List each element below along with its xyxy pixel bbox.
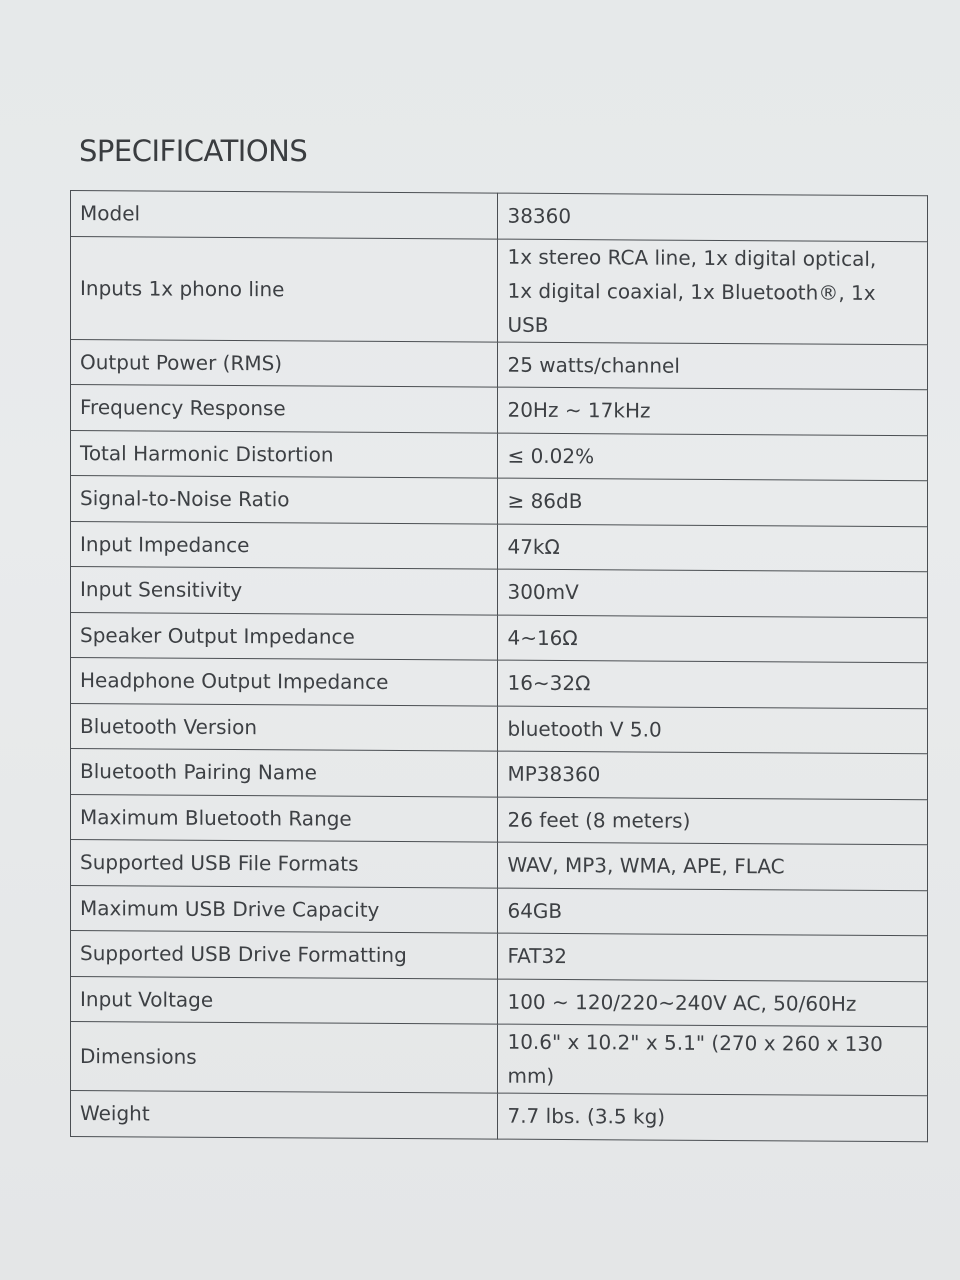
- spec-label-weight: Weight: [71, 1091, 498, 1139]
- spec-value-bluetooth-range: 26 feet (8 meters): [498, 797, 928, 845]
- table-row: [71, 385, 928, 436]
- table-row: [71, 339, 928, 390]
- table-row: [71, 612, 928, 663]
- spec-value-weight: 7.7 lbs. (3.5 kg): [498, 1093, 928, 1141]
- table-row: [71, 521, 928, 572]
- spec-value-inputs: [498, 239, 928, 345]
- spec-value-pairing-name: MP38360: [498, 751, 928, 799]
- spec-value-dimensions: 10.6" x 10.2" x 5.1" (270 x 260 x 130 mm): [498, 1024, 928, 1096]
- spec-label-pairing-name: Bluetooth Pairing Name: [71, 749, 498, 797]
- table-row: [71, 703, 928, 754]
- spec-label-snr: Signal-to-Noise Ratio: [71, 476, 498, 524]
- spec-label-dimensions: Dimensions: [71, 1022, 498, 1094]
- spec-value-headphone-impedance: 16~32Ω: [498, 660, 928, 708]
- table-row: [71, 567, 928, 618]
- spec-label-inputs: Inputs 1x phono line: [71, 236, 498, 342]
- spec-label-headphone-impedance: Headphone Output Impedance: [71, 658, 498, 706]
- spec-label-thd: Total Harmonic Distortion: [71, 430, 498, 478]
- table-row: [71, 430, 928, 481]
- spec-value-inputs-line-1: 1x stereo RCA line, 1x digital optical,: [507, 244, 877, 271]
- spec-label-usb-capacity: Maximum USB Drive Capacity: [71, 885, 498, 933]
- table-row: [71, 885, 928, 936]
- spec-value-usb-capacity: 64GB: [498, 888, 928, 936]
- table-row: [71, 1022, 928, 1096]
- spec-label-output-power: Output Power (RMS): [71, 339, 498, 387]
- spec-value-usb-formats: WAV, MP3, WMA, APE, FLAC: [498, 842, 928, 890]
- spec-label-bluetooth-range: Maximum Bluetooth Range: [71, 794, 498, 842]
- table-row: [71, 794, 928, 845]
- spec-value-input-voltage: 100 ~ 120/220~240V AC, 50/60Hz: [498, 979, 928, 1027]
- spec-label-usb-formats: Supported USB File Formats: [71, 840, 498, 888]
- table-row: [71, 476, 928, 527]
- table-row: [71, 1091, 928, 1142]
- spec-label-input-sensitivity: Input Sensitivity: [71, 567, 498, 615]
- spec-label-input-voltage: Input Voltage: [71, 976, 498, 1024]
- page-title: SPECIFICATIONS: [79, 134, 308, 168]
- spec-value-usb-formatting: FAT32: [498, 933, 928, 981]
- spec-label-model: Model: [71, 191, 498, 239]
- spec-label-frequency-response: Frequency Response: [71, 385, 498, 433]
- table-row: [71, 840, 928, 891]
- spec-label-bluetooth-version: Bluetooth Version: [71, 703, 498, 751]
- table-row: [71, 658, 928, 709]
- spec-value-speaker-impedance: 4~16Ω: [498, 615, 928, 663]
- table-row: [71, 236, 928, 344]
- spec-value-output-power: 25 watts/channel: [498, 342, 928, 390]
- specifications-table: [70, 190, 928, 1142]
- spec-label-input-impedance: Input Impedance: [71, 521, 498, 569]
- table-row: [71, 976, 928, 1027]
- spec-label-usb-formatting: Supported USB Drive Formatting: [71, 931, 498, 979]
- spec-value-input-impedance: 47kΩ: [498, 524, 928, 572]
- spec-value-snr: ≥ 86dB: [498, 478, 928, 526]
- table-row: [71, 749, 928, 800]
- table-row: [71, 191, 928, 242]
- spec-value-bluetooth-version: bluetooth V 5.0: [498, 706, 928, 754]
- spec-value-input-sensitivity: 300mV: [498, 569, 928, 617]
- spec-value-model: 38360: [498, 193, 928, 241]
- spec-value-inputs-line-2: 1x digital coaxial, 1x Bluetooth®, 1x USB: [507, 278, 876, 337]
- spec-value-frequency-response: 20Hz ~ 17kHz: [498, 387, 928, 435]
- spec-value-thd: ≤ 0.02%: [498, 433, 928, 481]
- table-row: [71, 931, 928, 982]
- spec-label-speaker-impedance: Speaker Output Impedance: [71, 612, 498, 660]
